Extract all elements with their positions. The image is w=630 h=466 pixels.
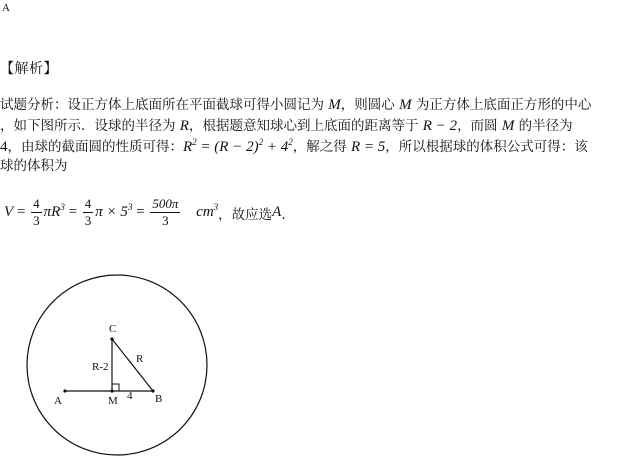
math-number: 4 (0, 139, 8, 155)
text-segment: 的半径为 (514, 118, 573, 134)
fraction-500pi-3: $\frac{500\pi}{3}$ (152, 196, 179, 228)
text-segment: ，解之得 (292, 139, 351, 155)
fraction-4-3: $\frac{4}{3}$ (33, 196, 40, 228)
text-segment: ，而圆 (457, 118, 502, 134)
text-segment: ． (281, 206, 295, 223)
point-M (110, 389, 113, 392)
math-result: R = 5 (351, 139, 386, 155)
text-segment: 为正方体上底面正方形的中心 (411, 97, 592, 113)
math-M: M (399, 97, 412, 113)
fraction-4-3: $\frac{4}{3}$ (84, 196, 92, 228)
choice-letter: A (272, 204, 282, 220)
math-expression: R − 2 (422, 118, 458, 134)
text-segment: ，由球的截面圆的性质可得： (7, 139, 183, 155)
math-pi-times-5-cubed: $\pi \times 5^3$ (95, 202, 133, 220)
equals-sign: = (68, 204, 78, 220)
label-R-hypotenuse: R (136, 353, 144, 365)
equals-sign: = (16, 204, 26, 220)
text-segment: ，则圆心 (340, 97, 400, 113)
segment-CB (112, 339, 153, 391)
unit-cm3: $cm^3$ (196, 202, 219, 220)
text-segment: 试题分析：设正方体上底面所在平面截球可得小圆记为 (0, 97, 329, 113)
answer-letter: A (2, 2, 10, 14)
equals-sign: = (136, 204, 145, 220)
point-C (110, 337, 113, 340)
label-C: C (109, 323, 117, 335)
math-M: M (328, 97, 341, 113)
label-B: B (155, 393, 163, 405)
math-R: R (179, 118, 189, 134)
analysis-heading: 【解析】 (0, 61, 58, 77)
text-segment: ，故应选 (218, 206, 273, 223)
math-piR3: $\pi R^3$ (43, 202, 65, 220)
text-segment: ，所以根据球的体积公式可得：该 (385, 139, 588, 155)
text-segment: 球的体积为 (0, 158, 68, 174)
label-radius-4: 4 (127, 390, 133, 402)
label-M: M (108, 395, 118, 407)
label-R-minus-2: R-2 (92, 361, 109, 373)
label-A: A (54, 395, 62, 407)
math-equation: $R^2 = (R - 2)^2 + 4^2$ (183, 137, 293, 155)
text-segment: ，如下图所示．设球的半径为 (0, 118, 180, 134)
text-segment: ，根据题意知球心到上底面的距离等于 (188, 118, 423, 134)
sphere-circle (27, 275, 207, 455)
math-M: M (501, 118, 515, 134)
math-V: V (4, 204, 14, 220)
point-A (63, 389, 66, 392)
